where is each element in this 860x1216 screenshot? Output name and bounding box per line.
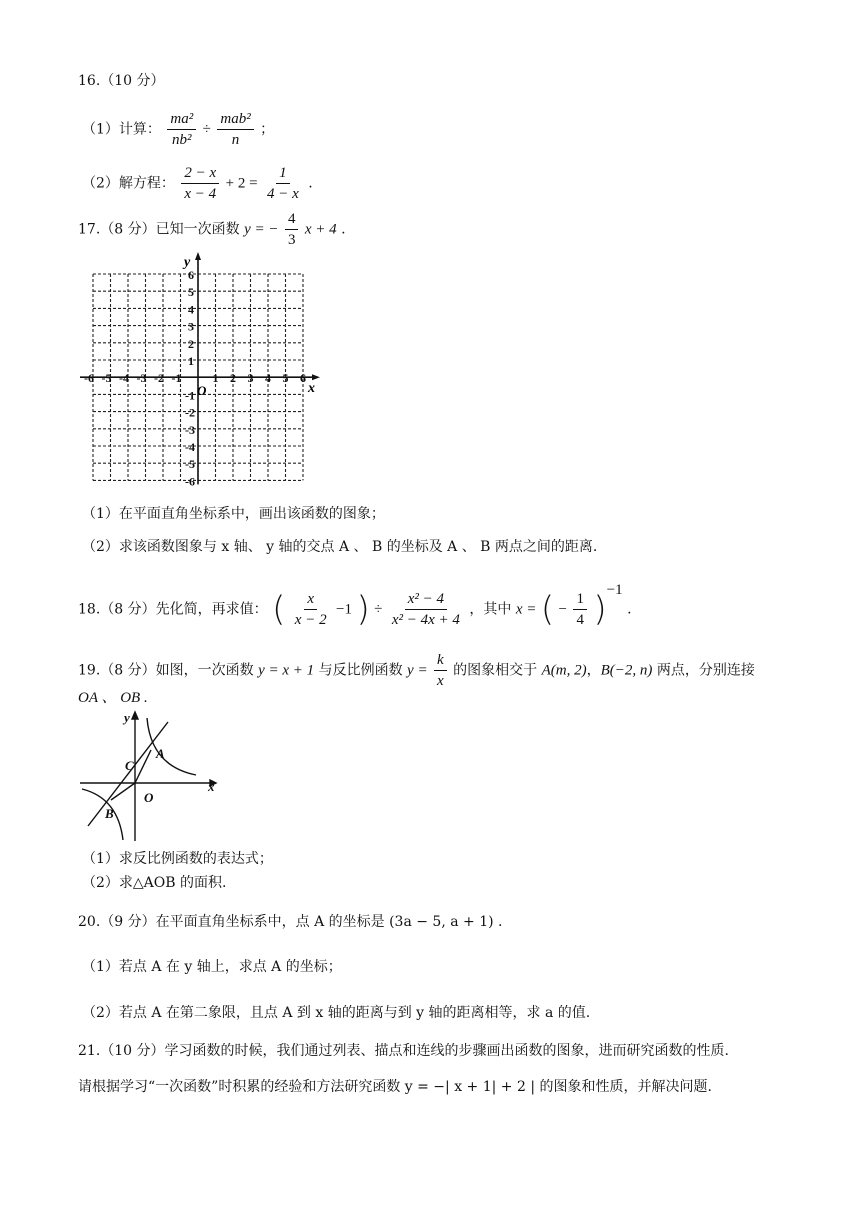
q16-part2-mid: + 2 = [225, 175, 258, 192]
fig-o-label: O [144, 790, 154, 805]
q19-linear-func: y = x + 1 [258, 662, 315, 679]
y-tick-label: -2 [185, 405, 195, 420]
right-paren: ) [356, 589, 370, 630]
left-paren: ( [272, 589, 286, 630]
y-arrow [132, 712, 138, 719]
frac-numerator: 1 [276, 164, 290, 184]
q18-end: . [627, 601, 632, 618]
x-tick-label: -1 [171, 371, 182, 386]
q17-func-rhs: x + 4 [304, 221, 337, 238]
q21-line2: 请根据学习“一次函数”时积累的经验和方法研究函数 y = −| x + 1| + 2 | 的图象和性质，并解决问题. [78, 1079, 712, 1095]
frac-numerator: k [434, 651, 447, 671]
x-tick-label: 2 [230, 371, 236, 386]
y-axis-label: y [184, 255, 191, 270]
q19-header [78, 651, 755, 690]
frac-numerator: mab² [217, 110, 253, 130]
frac-denominator: 4 [576, 612, 584, 628]
x-tick-label: 1 [212, 371, 219, 386]
q18-x-eq: x = [515, 601, 537, 618]
y-tick-label: -6 [185, 474, 195, 489]
q19-figure [78, 708, 218, 843]
q18-minus1: −1 [336, 601, 352, 618]
y-tick-label: -5 [185, 457, 195, 472]
q16-part2-end: . [308, 175, 313, 192]
q18-frac-b [389, 590, 463, 629]
q17-header-text: 17.（8 分）已知一次函数 [78, 221, 240, 238]
q19-point-a: A(m, 2) [541, 662, 587, 679]
q20-part2: （2）若点 A 在第二象限，且点 A 到 x 轴的距离与到 y 轴的距离相等，求 a 的值. [82, 1005, 591, 1021]
frac-numerator: x [304, 590, 317, 610]
frac-denominator: nb² [172, 132, 192, 148]
y-arrow [195, 252, 201, 260]
frac-denominator: 4 − x [266, 186, 299, 202]
q18-frac-a [292, 590, 330, 629]
fig-b-label: B [105, 806, 114, 821]
fig-x-label: x [208, 779, 215, 794]
q16-part1-frac2 [217, 110, 253, 149]
x-tick-label: 3 [247, 371, 254, 386]
y-tick-label: 3 [188, 319, 194, 334]
frac-numerator: 1 [573, 590, 587, 610]
y-tick-label: 6 [188, 268, 194, 282]
q19-text-a: 19.（8 分）如图，一次函数 [78, 662, 254, 679]
q20-header: 20.（9 分）在平面直角坐标系中，点 A 的坐标是 (3a − 5, a + 1) . [78, 914, 503, 930]
y-tick-label: 1 [188, 354, 194, 368]
q17-part1: （1）在平面直角坐标系中，画出该函数的图象； [82, 506, 385, 522]
frac-denominator: 3 [287, 232, 296, 248]
q18-header: 18.（8 分）先化简，再求值： [78, 601, 268, 618]
q16-part2-frac1 [181, 164, 219, 203]
x-tick-label: -4 [119, 371, 129, 386]
frac-numerator: 2 − x [181, 164, 219, 184]
q19-sep: ， [586, 662, 601, 679]
q16-header: 16.（10 分） [78, 73, 165, 89]
q16-part1-label: （1）计算： [82, 121, 161, 138]
q17-coordinate-grid [76, 252, 326, 494]
x-tick-label: -5 [101, 371, 112, 386]
q18-where: ，其中 [469, 601, 512, 618]
q19-inverse-lhs: y = [407, 662, 428, 679]
axes [80, 252, 320, 484]
q16-part1-frac1 [167, 110, 196, 149]
frac-numerator: x² − 4 [405, 590, 447, 610]
q19-part2: （2）求△AOB 的面积. [82, 875, 227, 891]
frac-denominator: x [437, 673, 444, 689]
q18-exponent: −1 [606, 581, 623, 598]
q19-part1: （1）求反比例函数的表达式； [82, 851, 273, 867]
q17-func-lhs: y = − [244, 221, 279, 238]
x-tick-label: -3 [136, 371, 147, 386]
divide-sign: ÷ [202, 121, 211, 138]
y-tick-label: -1 [185, 388, 195, 403]
q18 [78, 581, 632, 630]
q18-inner-sign: − [558, 601, 567, 618]
tick-labels [84, 268, 306, 488]
x-tick-label: -2 [154, 371, 164, 386]
q16-part2-frac2 [264, 164, 302, 203]
q16-part2-label: （2）解方程： [82, 175, 175, 192]
q16-part1-end: ； [260, 121, 275, 138]
q19-text-b: 与反比例函数 [318, 662, 403, 679]
q19-inverse-frac [434, 651, 447, 690]
frac-numerator: 4 [285, 210, 299, 230]
y-tick-label: 4 [188, 302, 194, 317]
linear-line [88, 722, 168, 826]
q17-func-frac [285, 210, 299, 249]
fig-c-label: C [125, 758, 134, 773]
q19-text-d: 两点，分别连接 [656, 662, 755, 679]
y-tick-label: 2 [188, 336, 194, 351]
frac-denominator: x − 2 [294, 612, 327, 628]
q19-line2 [78, 688, 148, 708]
q20-part1: （1）若点 A 在 y 轴上，求点 A 的坐标； [82, 959, 342, 975]
q19-text-c: 的图象相交于 [453, 662, 538, 679]
y-tick-label: -3 [185, 422, 195, 437]
fig-y-label: y [124, 710, 130, 725]
fig-a-label: A [156, 746, 165, 761]
y-tick-label: 5 [188, 285, 194, 300]
x-tick-label: 4 [265, 371, 271, 386]
y-tick-label: -4 [185, 440, 195, 454]
frac-denominator: x − 4 [184, 186, 217, 202]
q17-func-end: . [341, 221, 346, 238]
frac-numerator: ma² [167, 110, 196, 130]
right-paren: ) [593, 589, 607, 630]
q16-part1 [82, 110, 274, 149]
hyperbola-upper [147, 718, 196, 775]
q17-header [78, 210, 346, 249]
q18-inner-frac [573, 590, 587, 629]
q21-line1: 21.（10 分）学习函数的时候，我们通过列表、描点和连线的步骤画出函数的图象，进而研究函数的性质. [78, 1043, 729, 1059]
q19-point-b: B(−2, n) [600, 662, 653, 679]
left-paren: ( [540, 589, 555, 630]
divide-sign: ÷ [374, 601, 383, 618]
x-axis-label: x [308, 381, 315, 396]
frac-denominator: n [231, 132, 240, 148]
q17-part2: （2）求该函数图象与 x 轴、 y 轴的交点 A 、 B 的坐标及 A 、 B 两点之间的距离. [82, 539, 598, 555]
x-tick-label: 5 [282, 371, 289, 386]
q16-part2 [82, 164, 313, 203]
origin-label: O [197, 383, 207, 398]
q19-line2-text: OA 、 OB . [78, 690, 148, 706]
x-tick-label: 6 [300, 371, 306, 386]
frac-denominator: x² − 4x + 4 [391, 612, 460, 628]
x-tick-label: -6 [84, 371, 94, 386]
x-arrow [312, 374, 320, 380]
